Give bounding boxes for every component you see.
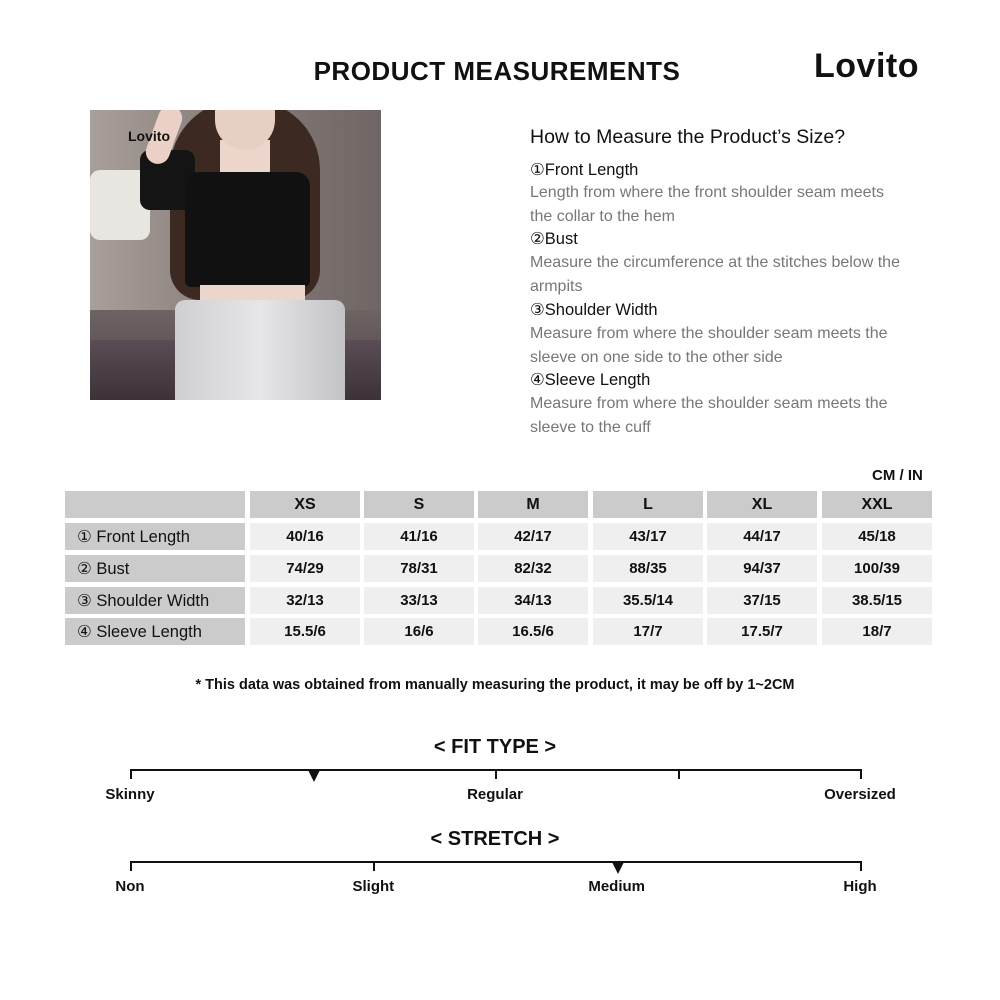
scale-tick (130, 769, 132, 779)
table-corner (65, 491, 245, 518)
guide-item-label: ④Sleeve Length (530, 371, 651, 389)
measurement-note: * This data was obtained from manually measuring the product, it may be off by 1~2CM (195, 677, 795, 693)
scale-label: Medium (588, 878, 645, 895)
table-cell: 16/6 (364, 618, 474, 645)
row-label: ③ Shoulder Width (65, 587, 245, 614)
guide-item-desc: Measure from where the shoulder seam meets the sleeve to the cuff (530, 395, 888, 436)
table-cell: 38.5/15 (822, 587, 932, 614)
guide-title: How to Measure the Product’s Size? (530, 126, 846, 148)
table-cell: 40/16 (250, 523, 360, 550)
scale-tick (130, 861, 132, 871)
scale-tick (678, 769, 680, 779)
table-cell: 78/31 (364, 555, 474, 582)
scale-tick (860, 861, 862, 871)
scale-tick (495, 769, 497, 779)
table-cell: 17/7 (593, 618, 703, 645)
table-cell: 18/7 (822, 618, 932, 645)
size-header: XL (707, 491, 817, 518)
scale-line (130, 861, 862, 863)
unit-label: CM / IN (872, 467, 923, 484)
table-cell: 33/13 (364, 587, 474, 614)
table-cell: 94/37 (707, 555, 817, 582)
size-header: L (593, 491, 703, 518)
table-cell: 100/39 (822, 555, 932, 582)
scale-marker-icon (308, 770, 320, 782)
row-label: ④ Sleeve Length (65, 618, 245, 645)
table-cell: 35.5/14 (593, 587, 703, 614)
table-cell: 37/15 (707, 587, 817, 614)
table-cell: 43/17 (593, 523, 703, 550)
table-cell: 82/32 (478, 555, 588, 582)
scale-label: Regular (467, 786, 523, 803)
table-cell: 16.5/6 (478, 618, 588, 645)
stretch-title: < STRETCH > (430, 828, 560, 850)
scale-marker-icon (612, 862, 624, 874)
scale-label: Non (115, 878, 145, 895)
size-header: M (478, 491, 588, 518)
scale-label: Oversized (824, 786, 896, 803)
product-photo (90, 110, 381, 400)
table-cell: 34/13 (478, 587, 588, 614)
guide-item-desc: Measure from where the shoulder seam meets the sleeve on one side to the other side (530, 325, 888, 366)
page-title-text: PRODUCT MEASUREMENTS (313, 56, 681, 86)
guide-item-label: ③Shoulder Width (530, 301, 658, 319)
table-cell: 88/35 (593, 555, 703, 582)
size-header: XS (250, 491, 360, 518)
row-label: ① Front Length (65, 523, 245, 550)
scale-label: Slight (352, 878, 395, 895)
guide-item-label: ②Bust (530, 230, 578, 248)
brand-logo: Lovito (814, 47, 919, 85)
photo-watermark: Lovito (128, 128, 170, 144)
table-cell: 41/16 (364, 523, 474, 550)
table-cell: 74/29 (250, 555, 360, 582)
guide-item-label: ①Front Length (530, 161, 639, 179)
guide-item-desc: Measure the circumference at the stitches below the armpits (530, 254, 900, 295)
guide-item-desc: Length from where the front shoulder seam meets the collar to the hem (530, 184, 884, 225)
table-cell: 15.5/6 (250, 618, 360, 645)
table-cell: 17.5/7 (707, 618, 817, 645)
row-label: ② Bust (65, 555, 245, 582)
fit-type-title: < FIT TYPE > (433, 736, 557, 758)
table-cell: 32/13 (250, 587, 360, 614)
table-cell: 42/17 (478, 523, 588, 550)
table-cell: 44/17 (707, 523, 817, 550)
scale-tick (860, 769, 862, 779)
table-cell: 45/18 (822, 523, 932, 550)
scale-label: High (843, 878, 877, 895)
scale-tick (373, 861, 375, 871)
size-header: XXL (822, 491, 932, 518)
size-header: S (364, 491, 474, 518)
scale-label: Skinny (105, 786, 155, 803)
